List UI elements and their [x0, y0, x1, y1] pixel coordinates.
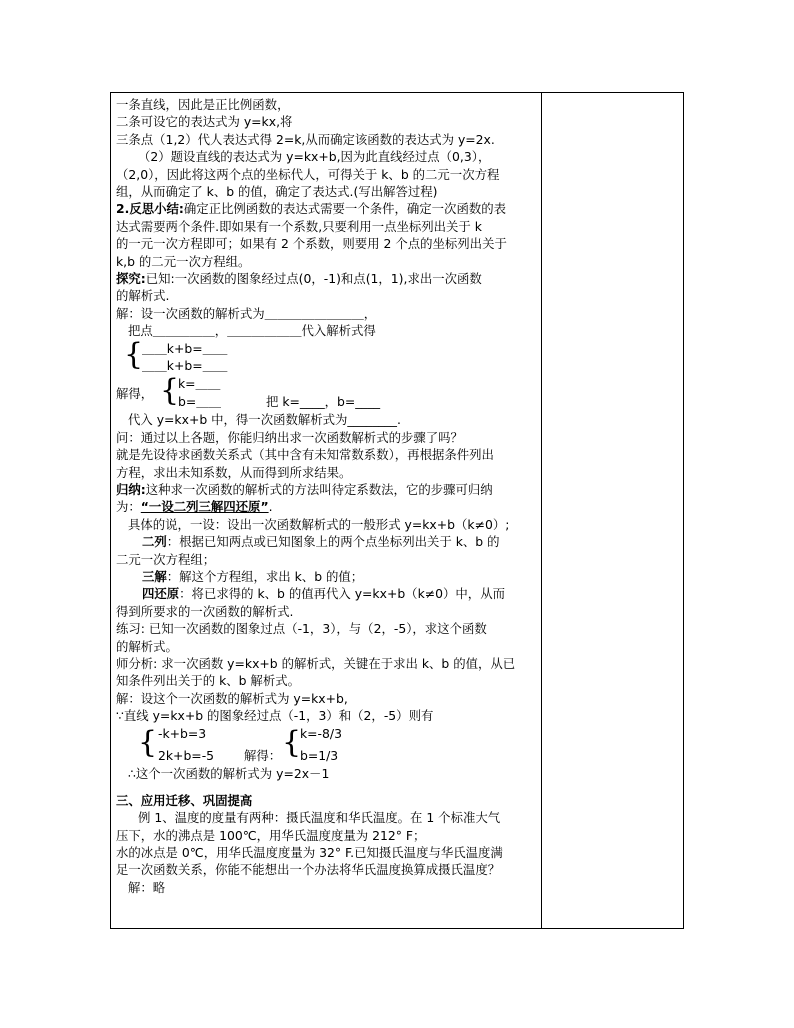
text-line [116, 568, 538, 585]
text-line: 二元一次方程组； [116, 551, 216, 567]
text-line: 问：通过以上各题，你能归纳出求一次函数解析式的步骤了吗？ [116, 429, 463, 445]
text-line: 二条可设它的表达式为 y=kx,将 [116, 114, 293, 130]
text-span: 这种求一次函数的解析式的方法叫待定系数法，它的步骤可归纳 [145, 482, 493, 498]
equation-line: b=＿＿ [178, 394, 222, 410]
text-line: k,b 的二元一次方程组。 [116, 253, 251, 269]
text-line [116, 585, 538, 602]
text-line: 把点＿＿＿＿＿，＿＿＿＿＿＿代入解析式得 [128, 323, 376, 339]
text-line: 的解析式. [116, 288, 170, 304]
text-span: 解得： [244, 747, 282, 763]
text-line [116, 200, 538, 217]
text-line: 练习: 已知一次函数的图象过点（-1，3），与（2，-5），求这个函数 [116, 621, 487, 637]
column-divider [541, 93, 542, 928]
text-line: 的一元一次方程即可；如果有 2 个系数，则要用 2 个点的坐标列出关于 [116, 236, 507, 252]
equation-system [116, 339, 538, 375]
text-span: 为： [116, 499, 141, 515]
heading-text: 三、应用迁移、巩固提高 [116, 792, 253, 808]
text-line: 得到所要求的一次函数的解析式. [116, 603, 294, 619]
text-line: 组，从而确定了 k、b 的值，确定了表达式.(写出解答过程) [116, 183, 438, 199]
text-line: 就是先设待求函数关系式（其中含有未知常数系数），再根据条件列出 [116, 447, 494, 463]
equation-line: k=＿＿ [178, 376, 221, 392]
text-line: 具体的说，一设：设出一次函数解析式的一般形式 y=kx+b（k≠0）; [128, 516, 510, 532]
section-label: 2.反思小结: [116, 201, 184, 217]
text-line [116, 270, 538, 287]
text-span: ：根据已知两点或已知图象上的两个点坐标列出关于 k、b 的 [166, 534, 500, 550]
text-span: 已知:一次函数的图象经过点(0，-1)和点(1，1),求出一次函数 [145, 270, 482, 286]
text-span: ：将已求得的 k、b 的值再代入 y=kx+b（k≠0）中，从而 [179, 586, 505, 602]
text-span: 确定正比例函数的表达式需要一个条件，确定一次函数的表 [183, 201, 507, 217]
step-label: 二列 [142, 534, 167, 550]
text-line: 一条直线，因此是正比例函数， [116, 97, 290, 112]
text-line: ∵直线 y=kx+b 的图象经过点（-1，3）和（2，-5）则有 [116, 708, 434, 724]
text-span: . [268, 499, 273, 515]
text-span: ：解这个方程组，求出 k、b 的值； [166, 568, 364, 584]
equation-system [116, 375, 538, 411]
equation-line: ＿＿k+b=＿＿ [142, 358, 228, 374]
lesson-table [110, 92, 684, 929]
text-line: 压下，水的沸点是 100℃，用华氏温度度量为 212° F； [116, 827, 426, 843]
text-line: 足一次函数关系，你能不能想出一个办法将华氏温度换算成摄氏温度？ [116, 862, 501, 878]
equation-line: k=-8/3 [300, 725, 342, 741]
equation-line: 2k+b=-5 [158, 747, 215, 763]
text-line: 水的冰点是 0℃，用华氏温度度量为 32° F.已知摄氏温度与华氏温度满 [116, 845, 503, 861]
equation-line: b=1/3 [300, 747, 339, 763]
text-line: 三条点（1,2）代人表达式得 2=k,从而确定该函数的表达式为 y=2x. [116, 131, 495, 147]
brace-icon: { [124, 337, 144, 373]
text-line: 例 1、温度的度量有两种：摄氏温度和华氏温度。在 1 个标准大气 [138, 810, 501, 826]
text-line: 知条件列出关于的 k、b 解析式。 [116, 673, 300, 689]
text-span: 把 k=____，b=____ [266, 394, 381, 410]
text-line: 解：略 [128, 879, 166, 895]
text-line: （2）题设直线的表达式为 y=kx+b,因为此直线经过点（0,3）， [138, 149, 491, 165]
brace-icon: { [138, 724, 158, 760]
section-label: 探究: [116, 270, 146, 286]
text-line: 达式需要两个条件.即如果有一个系数,只要利用一点坐标列出关于 k [116, 218, 482, 234]
text-line: （2,0），因此将这两个点的坐标代人，可得关于 k、b 的二元一次方程 [116, 166, 500, 182]
brace-icon: { [160, 373, 180, 409]
text-line: 代入 y=kx+b 中，得一次函数解析式为________. [128, 412, 401, 428]
text-line: 方程，求出未知系数，从而得到所求结果。 [116, 464, 352, 480]
text-line [116, 481, 538, 498]
step-label: 四还原 [142, 586, 180, 602]
section-heading [116, 792, 538, 809]
text-line: 的解析式。 [116, 638, 178, 654]
brace-icon: { [282, 724, 302, 760]
step-label: 三解 [142, 568, 167, 584]
lesson-content [116, 96, 538, 896]
section-label: 归纳: [116, 482, 146, 498]
equation-system [116, 725, 538, 765]
text-line [116, 533, 538, 550]
text-line: 师分析: 求一次函数 y=kx+b 的解析式，关键在于求出 k、b 的值，从已 [116, 655, 516, 671]
text-line [116, 498, 538, 515]
text-span: 解得， [116, 386, 154, 402]
text-line: 解：设一次函数的解析式为＿＿＿＿＿＿＿＿， [116, 305, 377, 321]
text-line: 解：设这个一次函数的解析式为 y=kx+b, [116, 690, 348, 706]
equation-line: -k+b=3 [158, 725, 207, 741]
equation-line: ＿＿k+b=＿＿ [142, 341, 228, 357]
method-summary: “一设二列三解四还原” [140, 499, 269, 515]
text-line: ∴这个一次函数的解析式为 y=2x－1 [128, 765, 330, 781]
